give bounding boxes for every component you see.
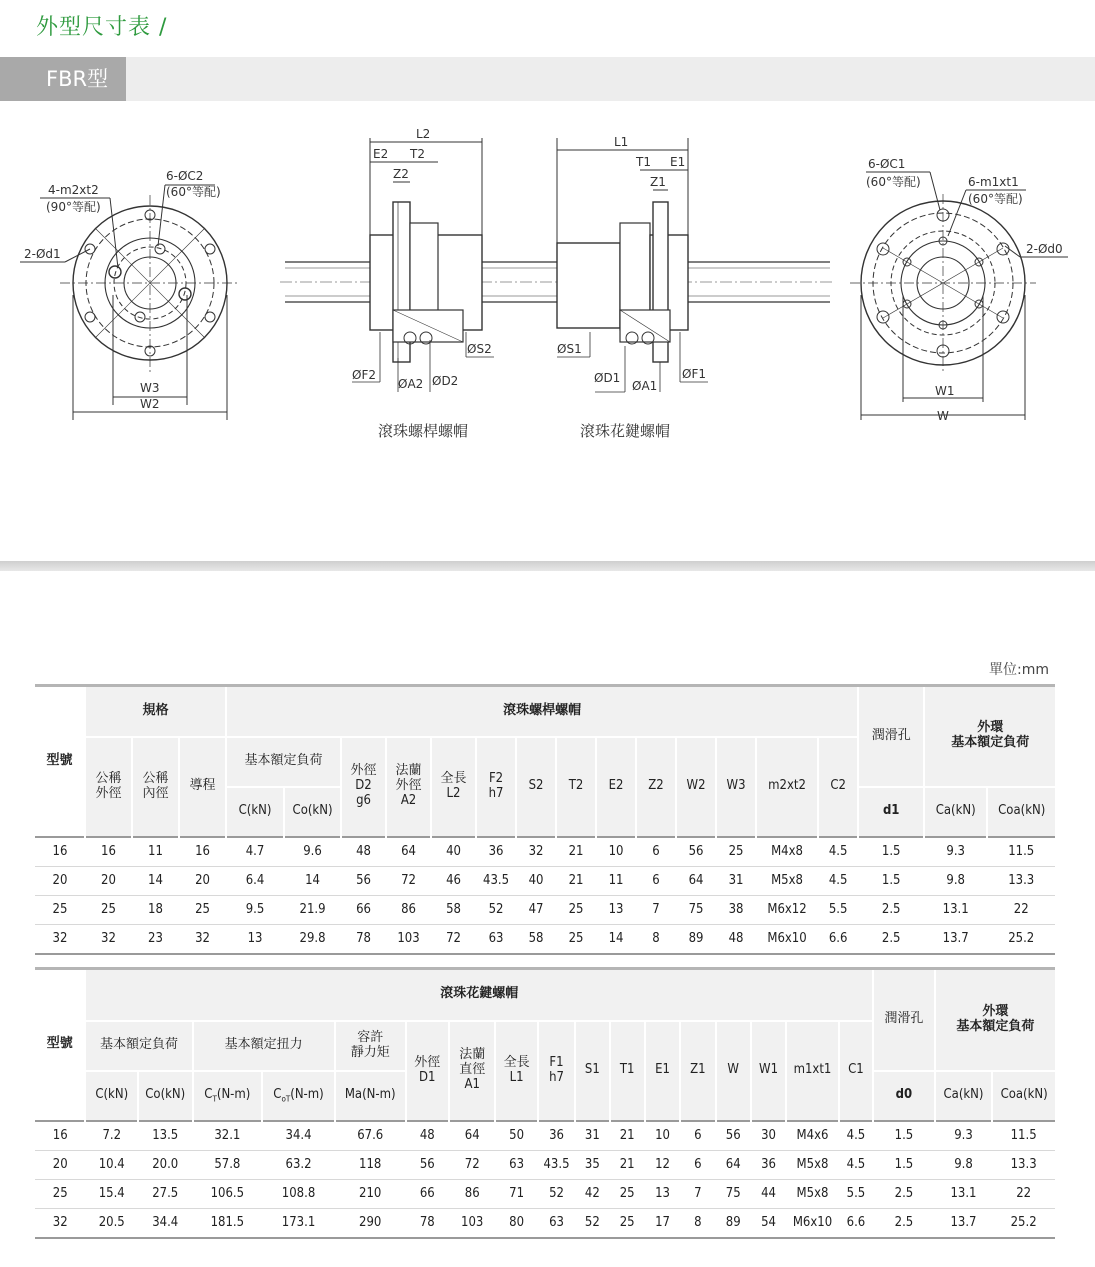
table-cell: 108.8 bbox=[262, 1179, 335, 1208]
table-cell: 52 bbox=[575, 1208, 609, 1238]
table-cell: 25 bbox=[556, 895, 596, 924]
h-w: W bbox=[716, 1021, 751, 1121]
table-cell: 173.1 bbox=[262, 1208, 335, 1238]
h-w3: W3 bbox=[716, 737, 756, 837]
table-cell: 8 bbox=[636, 924, 676, 954]
h-s1: S1 bbox=[575, 1021, 609, 1121]
table-cell: 6.6 bbox=[839, 1208, 873, 1238]
outer-label-2: 外環 bbox=[982, 1003, 1009, 1019]
table-cell: 63 bbox=[538, 1208, 575, 1238]
table-cell: 4.5 bbox=[839, 1150, 873, 1179]
table-cell: 25 bbox=[85, 895, 132, 924]
table-cell: 13.1 bbox=[935, 1179, 993, 1208]
table-cell: 20 bbox=[179, 866, 226, 895]
table-cell: 16 bbox=[179, 837, 226, 867]
table-cell: 13.7 bbox=[924, 924, 987, 954]
h-cot: $C_{oT}(N-m)$ bbox=[262, 1071, 335, 1121]
table-cell: 6 bbox=[680, 1150, 715, 1179]
table-cell: 21 bbox=[610, 1150, 645, 1179]
table-cell: 8 bbox=[680, 1208, 715, 1238]
h-c2: C2 bbox=[818, 737, 858, 837]
spline-group-header: 滾珠花鍵螺帽 bbox=[85, 969, 873, 1021]
table-cell: 4.5 bbox=[818, 866, 858, 895]
h-basic-load-2: 基本額定負荷 bbox=[85, 1021, 192, 1071]
h-z1: Z1 bbox=[680, 1021, 715, 1121]
h-c-2: C(kN) bbox=[85, 1071, 138, 1121]
label-z2: Z2 bbox=[393, 167, 409, 181]
model-bar bbox=[0, 57, 1095, 101]
h-t2: T2 bbox=[556, 737, 596, 837]
table-cell: 15.4 bbox=[85, 1179, 138, 1208]
table-cell: 106.5 bbox=[193, 1179, 263, 1208]
label-d0: 2-Ød0 bbox=[1026, 242, 1063, 256]
table-cell: 1.5 bbox=[858, 837, 924, 867]
table-cell: 9.3 bbox=[935, 1121, 993, 1151]
table-cell: 63 bbox=[495, 1150, 537, 1179]
table-cell: 56 bbox=[716, 1121, 751, 1151]
h-l2: 全長 L2 bbox=[431, 737, 476, 837]
outer-load-header-2 bbox=[935, 969, 1055, 1071]
h-co-2: Co(kN) bbox=[138, 1071, 193, 1121]
h-ct: $C_T(N-m)$ bbox=[193, 1071, 263, 1121]
table-cell: 42 bbox=[575, 1179, 609, 1208]
model-cell: 16 bbox=[35, 1121, 85, 1151]
outer-load-header bbox=[924, 686, 1055, 787]
table-cell: 32 bbox=[179, 924, 226, 954]
outer-load-label-2: 基本額定負荷 bbox=[956, 1018, 1035, 1034]
outer-load-label: 基本額定負荷 bbox=[951, 735, 1030, 751]
model-cell: 25 bbox=[35, 1179, 85, 1208]
drawing-svg bbox=[0, 110, 1095, 460]
table-cell: 47 bbox=[516, 895, 556, 924]
table-cell: 13.1 bbox=[924, 895, 987, 924]
table-cell: 9.3 bbox=[924, 837, 987, 867]
table-cell: 210 bbox=[335, 1179, 406, 1208]
table-cell: M5x8 bbox=[756, 866, 818, 895]
table-row bbox=[35, 1150, 1055, 1179]
label-e1: E1 bbox=[670, 155, 686, 169]
table-cell: 48 bbox=[341, 837, 386, 867]
table-cell: 13.3 bbox=[992, 1150, 1055, 1179]
table-cell: 2.5 bbox=[858, 924, 924, 954]
table-cell: 72 bbox=[431, 924, 476, 954]
table-cell: 10.4 bbox=[85, 1150, 138, 1179]
table-cell: 11 bbox=[132, 837, 179, 867]
table-cell: 25 bbox=[716, 837, 756, 867]
table-cell: 46 bbox=[431, 866, 476, 895]
h-basic-load: 基本額定負荷 bbox=[226, 737, 341, 787]
table-cell: 22 bbox=[987, 895, 1055, 924]
table-cell: 1.5 bbox=[858, 866, 924, 895]
table-cell: 103 bbox=[449, 1208, 495, 1238]
page-title: 外型尺寸表 / bbox=[36, 15, 168, 40]
h-c1: C1 bbox=[839, 1021, 873, 1121]
h-d2: 外徑 D2 g6 bbox=[341, 737, 386, 837]
table-cell: 9.6 bbox=[284, 837, 341, 867]
table-cell: 1.5 bbox=[873, 1121, 935, 1151]
table-cell: 35 bbox=[575, 1150, 609, 1179]
table-cell: 78 bbox=[406, 1208, 449, 1238]
h-co: Co(kN) bbox=[284, 787, 341, 837]
dimension-drawings bbox=[0, 110, 1095, 460]
table-cell: 48 bbox=[406, 1121, 449, 1151]
table-cell: 56 bbox=[341, 866, 386, 895]
table-cell: 63 bbox=[476, 924, 516, 954]
h-z2: Z2 bbox=[636, 737, 676, 837]
label-s2: ØS2 bbox=[467, 342, 492, 356]
table-cell: 4.5 bbox=[818, 837, 858, 867]
label-w: W bbox=[937, 409, 949, 423]
unit-label: 單位:mm bbox=[989, 662, 1049, 678]
table-cell: 13 bbox=[226, 924, 284, 954]
table-cell: 181.5 bbox=[193, 1208, 263, 1238]
table-cell: 20.5 bbox=[85, 1208, 138, 1238]
table-cell: M6x12 bbox=[756, 895, 818, 924]
label-l2: L2 bbox=[416, 127, 431, 141]
table-cell: 40 bbox=[516, 866, 556, 895]
table-cell: 13.7 bbox=[935, 1208, 993, 1238]
table-cell: 21 bbox=[556, 837, 596, 867]
h-w2: W2 bbox=[676, 737, 716, 837]
table-row bbox=[35, 1208, 1055, 1238]
table-cell: 7.2 bbox=[85, 1121, 138, 1151]
table-cell: 36 bbox=[476, 837, 516, 867]
table-cell: 10 bbox=[645, 1121, 680, 1151]
table-cell: 48 bbox=[716, 924, 756, 954]
table-cell: 14 bbox=[596, 924, 636, 954]
label-c2: 6-ØC2 bbox=[166, 169, 204, 183]
screw-nut-rows bbox=[35, 837, 1055, 954]
table-cell: 36 bbox=[538, 1121, 575, 1151]
table-cell: 14 bbox=[284, 866, 341, 895]
h-l1: 全長 L1 bbox=[495, 1021, 537, 1121]
table-cell: 23 bbox=[132, 924, 179, 954]
h-a1: 法蘭 直徑 A1 bbox=[449, 1021, 495, 1121]
h-m2xt2: m2xt2 bbox=[756, 737, 818, 837]
h-d1: d1 bbox=[858, 787, 924, 837]
table-cell: 1.5 bbox=[873, 1150, 935, 1179]
table-cell: M4x6 bbox=[786, 1121, 839, 1151]
label-e2: E2 bbox=[373, 147, 389, 161]
h-ma: Ma(N-m) bbox=[335, 1071, 406, 1121]
table-cell: 9.8 bbox=[924, 866, 987, 895]
label-w2: W2 bbox=[140, 397, 160, 411]
table-cell: 25 bbox=[610, 1208, 645, 1238]
table-cell: 2.5 bbox=[873, 1179, 935, 1208]
table-cell: 31 bbox=[716, 866, 756, 895]
table-cell: 64 bbox=[716, 1150, 751, 1179]
h-c: C(kN) bbox=[226, 787, 284, 837]
h-nominal-od: 公稱 外徑 bbox=[85, 737, 132, 837]
model-cell: 32 bbox=[35, 1208, 85, 1238]
table-cell: 6.4 bbox=[226, 866, 284, 895]
table-cell: 36 bbox=[751, 1150, 786, 1179]
table-cell: 9.5 bbox=[226, 895, 284, 924]
h-w1: W1 bbox=[751, 1021, 786, 1121]
table-cell: 103 bbox=[386, 924, 431, 954]
table-cell: 52 bbox=[476, 895, 516, 924]
table-cell: 64 bbox=[386, 837, 431, 867]
table-cell: 43.5 bbox=[538, 1150, 575, 1179]
model-tab: FBR型 bbox=[0, 57, 126, 101]
table-cell: 78 bbox=[341, 924, 386, 954]
table-cell: 31 bbox=[575, 1121, 609, 1151]
table-cell: 72 bbox=[386, 866, 431, 895]
h-e2: E2 bbox=[596, 737, 636, 837]
h-d1-outer: 外徑 D1 bbox=[406, 1021, 449, 1121]
h-f1: F1 h7 bbox=[538, 1021, 575, 1121]
left-flange-view bbox=[20, 185, 240, 420]
label-d1-spline: ØD1 bbox=[594, 371, 621, 385]
h-e1: E1 bbox=[645, 1021, 680, 1121]
table-cell: 89 bbox=[676, 924, 716, 954]
model-header: 型號 bbox=[35, 686, 85, 837]
table-cell: 56 bbox=[406, 1150, 449, 1179]
label-f1: ØF1 bbox=[682, 367, 706, 381]
table-cell: 16 bbox=[85, 837, 132, 867]
section-separator bbox=[0, 561, 1095, 571]
table-cell: M4x8 bbox=[756, 837, 818, 867]
table-cell: 58 bbox=[516, 924, 556, 954]
label-m2xt2-note: (90°等配) bbox=[46, 200, 101, 214]
label-z1: Z1 bbox=[650, 175, 666, 189]
label-t1: T1 bbox=[636, 155, 651, 169]
table-cell: 21 bbox=[556, 866, 596, 895]
caption-spline-nut: 滾珠花鍵螺帽 bbox=[580, 422, 671, 440]
label-c1: 6-ØC1 bbox=[868, 157, 906, 171]
table-cell: 14 bbox=[132, 866, 179, 895]
label-s1: ØS1 bbox=[557, 342, 582, 356]
table-cell: 89 bbox=[716, 1208, 751, 1238]
table-row bbox=[35, 1121, 1055, 1151]
table-cell: 40 bbox=[431, 837, 476, 867]
spline-nut-rows bbox=[35, 1121, 1055, 1238]
table-row bbox=[35, 924, 1055, 954]
table-row bbox=[35, 866, 1055, 895]
model-cell: 20 bbox=[35, 1150, 85, 1179]
label-w1: W1 bbox=[935, 384, 955, 398]
table-cell: 25.2 bbox=[987, 924, 1055, 954]
label-w3: W3 bbox=[140, 381, 160, 395]
h-s2: S2 bbox=[516, 737, 556, 837]
table-cell: 13.3 bbox=[987, 866, 1055, 895]
table-cell: 6.6 bbox=[818, 924, 858, 954]
table-cell: 29.8 bbox=[284, 924, 341, 954]
h-ca-2: Ca(kN) bbox=[935, 1071, 993, 1121]
label-m2xt2: 4-m2xt2 bbox=[48, 183, 99, 197]
table-cell: 12 bbox=[645, 1150, 680, 1179]
table-cell: 4.5 bbox=[839, 1121, 873, 1151]
label-d2: ØD2 bbox=[432, 374, 459, 388]
table-cell: 71 bbox=[495, 1179, 537, 1208]
lube-header: 潤滑孔 bbox=[858, 686, 924, 787]
right-flange-view bbox=[850, 172, 1068, 420]
table-cell: 57.8 bbox=[193, 1150, 263, 1179]
table-cell: 43.5 bbox=[476, 866, 516, 895]
label-l1: L1 bbox=[614, 135, 629, 149]
label-t2: T2 bbox=[410, 147, 425, 161]
table-row bbox=[35, 895, 1055, 924]
table-cell: 18 bbox=[132, 895, 179, 924]
table-cell: 86 bbox=[449, 1179, 495, 1208]
table-cell: M6x10 bbox=[786, 1208, 839, 1238]
table-cell: 64 bbox=[449, 1121, 495, 1151]
h-static-moment: 容許 靜力矩 bbox=[335, 1021, 406, 1071]
h-m1xt1: m1xt1 bbox=[786, 1021, 839, 1121]
spline-nut-section bbox=[557, 138, 688, 362]
h-lead: 導程 bbox=[179, 737, 226, 837]
spec-group-header: 規格 bbox=[85, 686, 226, 737]
table-cell: 22 bbox=[992, 1179, 1055, 1208]
table-cell: 54 bbox=[751, 1208, 786, 1238]
table-cell: 67.6 bbox=[335, 1121, 406, 1151]
table-cell: 75 bbox=[716, 1179, 751, 1208]
table-cell: 66 bbox=[341, 895, 386, 924]
label-m1xt1-note: (60°等配) bbox=[968, 192, 1023, 206]
table-cell: 6 bbox=[636, 866, 676, 895]
table-cell: 63.2 bbox=[262, 1150, 335, 1179]
table-cell: 7 bbox=[680, 1179, 715, 1208]
table-cell: 86 bbox=[386, 895, 431, 924]
model-cell: 32 bbox=[35, 924, 85, 954]
table-row bbox=[35, 1179, 1055, 1208]
table-cell: 11 bbox=[596, 866, 636, 895]
table-cell: 25.2 bbox=[992, 1208, 1055, 1238]
h-ca: Ca(kN) bbox=[924, 787, 987, 837]
table-cell: 13.5 bbox=[138, 1121, 193, 1151]
table-cell: 58 bbox=[431, 895, 476, 924]
table-cell: 6 bbox=[636, 837, 676, 867]
table-cell: 27.5 bbox=[138, 1179, 193, 1208]
h-a2: 法蘭 外徑 A2 bbox=[386, 737, 431, 837]
table-cell: 25 bbox=[179, 895, 226, 924]
h-coa: Coa(kN) bbox=[987, 787, 1055, 837]
table-cell: M6x10 bbox=[756, 924, 818, 954]
h-coa-2: Coa(kN) bbox=[992, 1071, 1055, 1121]
model-header-2: 型號 bbox=[35, 969, 85, 1121]
table-cell: 75 bbox=[676, 895, 716, 924]
table-cell: 20.0 bbox=[138, 1150, 193, 1179]
outer-label: 外環 bbox=[977, 720, 1004, 736]
h-t1: T1 bbox=[610, 1021, 645, 1121]
label-f2: ØF2 bbox=[352, 368, 376, 382]
table-cell: 52 bbox=[538, 1179, 575, 1208]
table-cell: 20 bbox=[85, 866, 132, 895]
table-cell: 32 bbox=[516, 837, 556, 867]
table-cell: 30 bbox=[751, 1121, 786, 1151]
table-cell: 21.9 bbox=[284, 895, 341, 924]
label-c1-note: (60°等配) bbox=[866, 175, 921, 189]
table-cell: 66 bbox=[406, 1179, 449, 1208]
table-cell: 2.5 bbox=[873, 1208, 935, 1238]
table-cell: 6 bbox=[680, 1121, 715, 1151]
table-cell: 32.1 bbox=[193, 1121, 263, 1151]
table-cell: 44 bbox=[751, 1179, 786, 1208]
label-a1: ØA1 bbox=[632, 379, 658, 393]
model-cell: 25 bbox=[35, 895, 85, 924]
caption-screw-nut: 滾珠螺桿螺帽 bbox=[378, 422, 469, 440]
table-cell: 25 bbox=[556, 924, 596, 954]
table-cell: 50 bbox=[495, 1121, 537, 1151]
table-cell: M5x8 bbox=[786, 1179, 839, 1208]
label-m1xt1: 6-m1xt1 bbox=[968, 175, 1019, 189]
table-cell: 13 bbox=[645, 1179, 680, 1208]
table-cell: 56 bbox=[676, 837, 716, 867]
table-cell: 34.4 bbox=[138, 1208, 193, 1238]
table-cell: 290 bbox=[335, 1208, 406, 1238]
table-cell: 5.5 bbox=[839, 1179, 873, 1208]
table-cell: 7 bbox=[636, 895, 676, 924]
table-cell: 80 bbox=[495, 1208, 537, 1238]
h-basic-torque: 基本額定扭力 bbox=[193, 1021, 335, 1071]
table-cell: 11.5 bbox=[992, 1121, 1055, 1151]
table-cell: M5x8 bbox=[786, 1150, 839, 1179]
table-cell: 11.5 bbox=[987, 837, 1055, 867]
table-cell: 13 bbox=[596, 895, 636, 924]
table-cell: 25 bbox=[610, 1179, 645, 1208]
lube-header-2: 潤滑孔 bbox=[873, 969, 935, 1071]
table-cell: 38 bbox=[716, 895, 756, 924]
screw-nut-table bbox=[35, 684, 1055, 955]
h-f2: F2 h7 bbox=[476, 737, 516, 837]
table-cell: 10 bbox=[596, 837, 636, 867]
label-a2: ØA2 bbox=[398, 377, 424, 391]
model-cell: 20 bbox=[35, 866, 85, 895]
table-cell: 9.8 bbox=[935, 1150, 993, 1179]
label-c2-note: (60°等配) bbox=[166, 185, 221, 199]
table-cell: 32 bbox=[85, 924, 132, 954]
model-cell: 16 bbox=[35, 837, 85, 867]
table-row bbox=[35, 837, 1055, 867]
label-d1: 2-Ød1 bbox=[24, 247, 61, 261]
h-d0: d0 bbox=[873, 1071, 935, 1121]
table-cell: 34.4 bbox=[262, 1121, 335, 1151]
table-cell: 21 bbox=[610, 1121, 645, 1151]
table-cell: 72 bbox=[449, 1150, 495, 1179]
nut-group-header: 滾珠螺桿螺帽 bbox=[226, 686, 858, 737]
spline-nut-table bbox=[35, 967, 1055, 1239]
table-cell: 5.5 bbox=[818, 895, 858, 924]
table-cell: 118 bbox=[335, 1150, 406, 1179]
h-nominal-id: 公稱 內徑 bbox=[132, 737, 179, 837]
screw-nut-section bbox=[370, 138, 482, 362]
table-cell: 17 bbox=[645, 1208, 680, 1238]
table-cell: 64 bbox=[676, 866, 716, 895]
table-cell: 4.7 bbox=[226, 837, 284, 867]
table-cell: 2.5 bbox=[858, 895, 924, 924]
